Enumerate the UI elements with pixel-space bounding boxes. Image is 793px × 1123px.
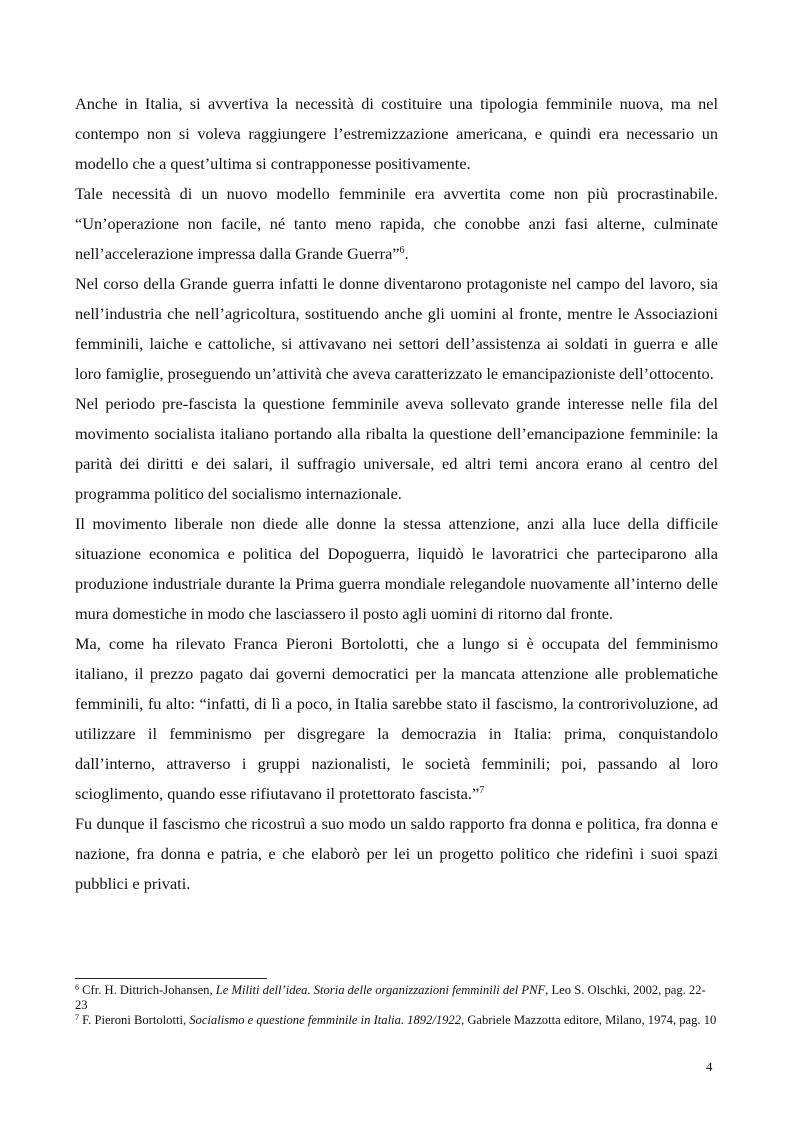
paragraph: Ma, come ha rilevato Franca Pieroni Bortolotti, che a lungo si è occupata del femminismo italiano, il prezzo pagato dai governi democratici per la mancata attenzione alle problematiche femminili, fu alto: “infatti, di lì a poco, in Italia sarebbe stato il fascismo, la controrivoluzione, ad utilizzare il femminismo per disgregare la democrazia in Italia: prima, conquistandolo dall’interno, attraverso i gruppi nazionalisti, le società femminili; poi, passando al loro scioglimento, quando esse rifiutavano il protettorato fascista.”$^7$ (75, 634, 718, 803)
body-text (75, 89, 718, 899)
paragraph: Nel corso della Grande guerra infatti le donne diventarono protagoniste nel campo del lavoro, sia nell’industria che nell’agricoltura, sostituendo anche gli uomini al fronte, mentre le Associazioni femminili, laiche e cattoliche, si attivavano nei settori dell’assistenza ai soldati in guerra e alle loro famiglie, proseguendo un’attività che aveva caratterizzato le emancipazioniste dell’ottocento. (75, 274, 718, 383)
footnote-ref: 6 (399, 245, 405, 256)
footnote: $^6$ Cfr. H. Dittrich-Johansen, Le Militi dell’idea. Storia delle organizzazioni femminili del PNF, Leo S. Olschki, 2002, pag. 22-23 (75, 983, 706, 1012)
footnote: $^7$ F. Pieroni Bortolotti, Socialismo e questione femminile in Italia. 1892/1922, Gabriele Mazzotta editore, Milano, 1974, pag. 10 (75, 1013, 717, 1027)
footnotes (75, 983, 718, 1028)
footnote-title: Socialismo e questione femminile in Italia. 1892/1922 (189, 1013, 462, 1027)
footnote-title: Le Militi dell’idea. Storia delle organizzazioni femminili del PNF (215, 983, 546, 997)
footnote-ref: 7 (479, 785, 485, 796)
paragraph: Nel periodo pre-fascista la questione femminile aveva sollevato grande interesse nelle fila del movimento socialista italiano portando alla ribalta la questione dell’emancipazione femminile: la parità dei diritti e dei salari, il suffragio universale, ed altri temi ancora erano al centro del programma politico del socialismo internazionale. (75, 394, 718, 503)
page-number: 4 (706, 1059, 713, 1074)
paragraph: Fu dunque il fascismo che ricostruì a suo modo un saldo rapporto fra donna e politica, fra donna e nazione, fra donna e patria, e che elaborò per lei un progetto politico che ridefinì i suoi spazi pubblici e privati. (75, 814, 718, 893)
paragraph: Anche in Italia, si avvertiva la necessità di costituire una tipologia femminile nuova, ma nel contempo non si voleva raggiungere l’estremizzazione americana, e quindi era necessario un modello che a quest’ultima si contrapponesse positivamente. (75, 94, 718, 173)
footnote-separator (75, 978, 267, 979)
paragraph: Tale necessità di un nuovo modello femminile era avvertita come non più procrastinabile. “Un’operazione non facile, né tanto meno rapida, che conobbe anzi fasi alterne, culminate nell’accelerazione impressa dalla Grande Guerra”$^6$. (75, 184, 718, 263)
paragraph: Il movimento liberale non diede alle donne la stessa attenzione, anzi alla luce della difficile situazione economica e politica del Dopoguerra, liquidò le lavoratrici che parteciparono alla produzione industriale durante la Prima guerra mondiale relegandole nuovamente all’interno delle mura domestiche in modo che lasciassero il posto agli uomini di ritorno dal fronte. (75, 514, 718, 623)
